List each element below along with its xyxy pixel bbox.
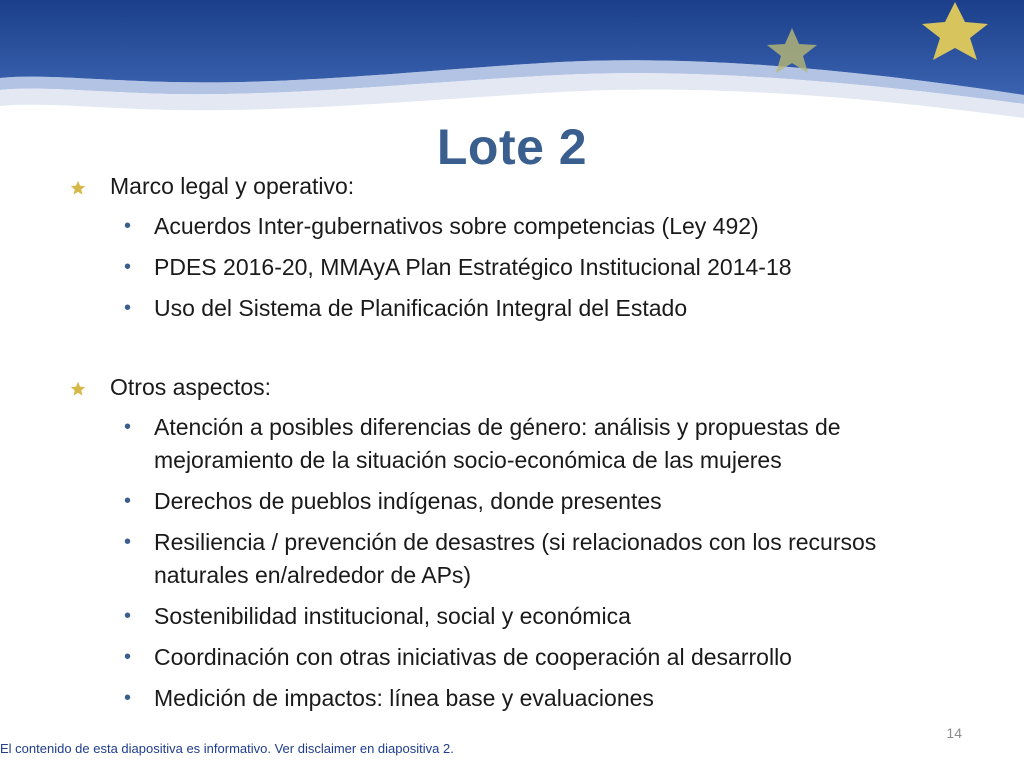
slide-number: 14 — [946, 725, 962, 741]
list-item — [70, 210, 970, 243]
list-item — [70, 526, 970, 592]
list-item-text: Resiliencia / prevención de desastres (si relacionados con los recursos naturales en/alrededor de APs) — [154, 529, 877, 588]
section-heading-text: Marco legal y operativo: — [110, 173, 355, 199]
bullet-dot-icon: • — [124, 256, 132, 278]
star-icon — [70, 381, 86, 397]
list-item-text: Atención a posibles diferencias de género: análisis y propuestas de mejoramiento de la situación socio-económica de las mujeres — [154, 414, 841, 473]
bullet-dot-icon: • — [124, 605, 132, 627]
list-item — [70, 641, 970, 674]
list-item — [70, 600, 970, 633]
list-item-text: Acuerdos Inter-gubernativos sobre competencias (Ley 492) — [154, 213, 759, 239]
list-item-text: PDES 2016-20, MMAyA Plan Estratégico Institucional 2014-18 — [154, 254, 792, 280]
bullet-dot-icon: • — [124, 531, 132, 553]
bullet-dot-icon: • — [124, 297, 132, 319]
slide-title: Lote 2 — [436, 119, 588, 175]
slide-content — [70, 170, 970, 723]
list-item-text: Sostenibilidad institucional, social y económica — [154, 603, 631, 629]
section-heading — [70, 170, 970, 203]
list-item — [70, 292, 970, 325]
section-heading-text: Otros aspectos: — [110, 374, 272, 400]
list-item-text: Medición de impactos: línea base y evaluaciones — [154, 685, 654, 711]
list-item — [70, 682, 970, 715]
list-item-text: Coordinación con otras iniciativas de cooperación al desarrollo — [154, 644, 792, 670]
bullet-dot-icon: • — [124, 416, 132, 438]
list-item — [70, 251, 970, 284]
bullet-dot-icon: • — [124, 646, 132, 668]
list-item-text: Derechos de pueblos indígenas, donde presentes — [154, 488, 662, 514]
list-item — [70, 411, 970, 477]
section-heading — [70, 371, 970, 404]
star-icon — [70, 180, 86, 196]
list-item — [70, 485, 970, 518]
list-item-text: Uso del Sistema de Planificación Integral del Estado — [154, 295, 688, 321]
bullet-dot-icon: • — [124, 215, 132, 237]
disclaimer: El contenido de esta diapositiva es informativo. Ver disclaimer en diapositiva 2. — [0, 741, 454, 756]
bullet-dot-icon: • — [124, 490, 132, 512]
bullet-dot-icon: • — [124, 687, 132, 709]
